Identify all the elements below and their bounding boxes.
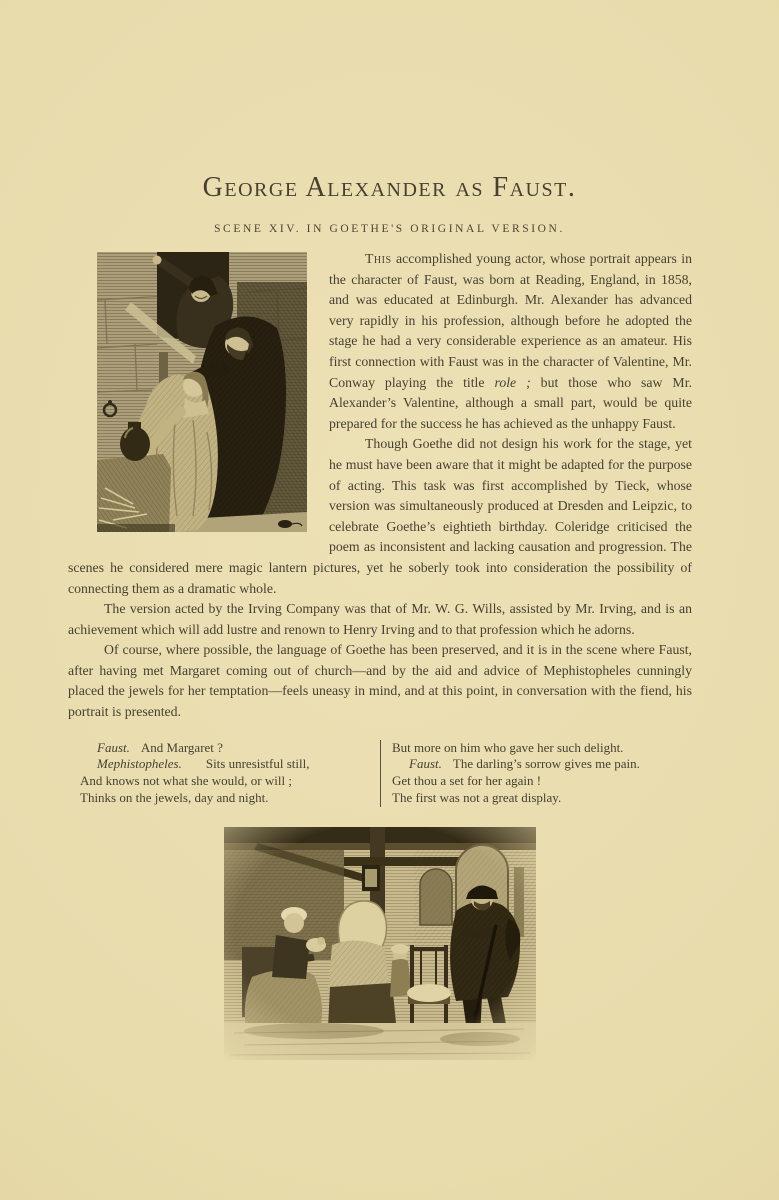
paragraph-3: The version acted by the Irving Company was that of Mr. W. G. Wills, assisted by Mr. Irving, and is an achievement which will add lustre and renown to Henry Irving and to that profession which he adorns. bbox=[68, 601, 692, 637]
verse-line bbox=[80, 740, 380, 757]
verse-line bbox=[80, 773, 380, 790]
verse-text: But more on him who gave her such delight. bbox=[392, 739, 624, 755]
verse-column-right bbox=[380, 740, 692, 807]
verse-quotation bbox=[68, 740, 692, 807]
verse-text: Get thou a set for her again ! bbox=[392, 773, 542, 789]
paragraph-2: Though Goethe did not design his work for the stage, yet he must have been aware that it might be adapted for the purpose of acting. This task was first accomplished by Tieck, whose version was simultaneously produced at Dresden and Leipzic, to celebrate Goethe’s eightieth birthday. Coleridge criticised the poem as inconsistent and lacking causation and progression. The scenes he considered mere magic lantern pictures, yet he soberly took into consideration the possibility of connecting them as a dramatic whole. bbox=[68, 436, 692, 596]
verse-column-left bbox=[68, 740, 380, 807]
verse-text: The first was not a great display. bbox=[392, 790, 562, 806]
illustration-2-container bbox=[68, 827, 692, 1067]
interior-scene-engraving bbox=[224, 827, 536, 1060]
paragraph-4: Of course, where possible, the language of Goethe has been preserved, and it is in the scene where Faust, after having met Margaret coming out of church—and by the aid and advice of Mephistopheles cunningly placed the jewels for her temptation—feels uneasy in mind, and at this point, in conversation with the fiend, his portrait is presented. bbox=[68, 642, 692, 720]
verse-text: And knows not what she would, or will ; bbox=[80, 773, 292, 789]
article-body bbox=[68, 249, 692, 1066]
speaker-name: Faust. bbox=[409, 756, 442, 772]
verse-line bbox=[392, 740, 692, 757]
page-subtitle: SCENE XIV. IN GOETHE'S ORIGINAL VERSION. bbox=[214, 223, 565, 235]
verse-text: Sits unresistful still, bbox=[205, 756, 310, 772]
verse-text: Thinks on the jewels, day and night. bbox=[80, 790, 269, 806]
speaker-name: Faust. bbox=[97, 739, 130, 755]
verse-line bbox=[80, 790, 380, 807]
verse-line bbox=[80, 756, 380, 773]
verse-line bbox=[392, 756, 692, 773]
italic-word-role: role ; bbox=[494, 374, 531, 390]
verse-text: And Margaret ? bbox=[140, 739, 223, 755]
verse-text: The darling’s sorrow gives me pain. bbox=[452, 756, 640, 772]
verse-line bbox=[392, 773, 692, 790]
paragraph-1-text-continued: but those who saw Mr. Alexander’s Valentine, although a small part, would be quite prepared for the success he has achieved as the unhappy Faust. bbox=[329, 374, 692, 431]
lead-word: This bbox=[365, 251, 392, 266]
verse-line bbox=[392, 790, 692, 807]
speaker-name: Mephistopheles. bbox=[97, 756, 182, 772]
page-title: George Alexander as Faust. bbox=[202, 172, 577, 203]
paragraph-1-text: accomplished young actor, whose portrait appears in the character of Faust, was born at Reading, England, in 1858, and was educated at Edinburgh. Mr. Alexander has advanced very rapidly in his profession, although before he adopted the stage he had a very considerable experience as an amateur. His first connection with Faust was in the character of Valentine, Mr. Conway playing the title bbox=[329, 251, 692, 390]
dungeon-scene-engraving bbox=[97, 252, 307, 532]
